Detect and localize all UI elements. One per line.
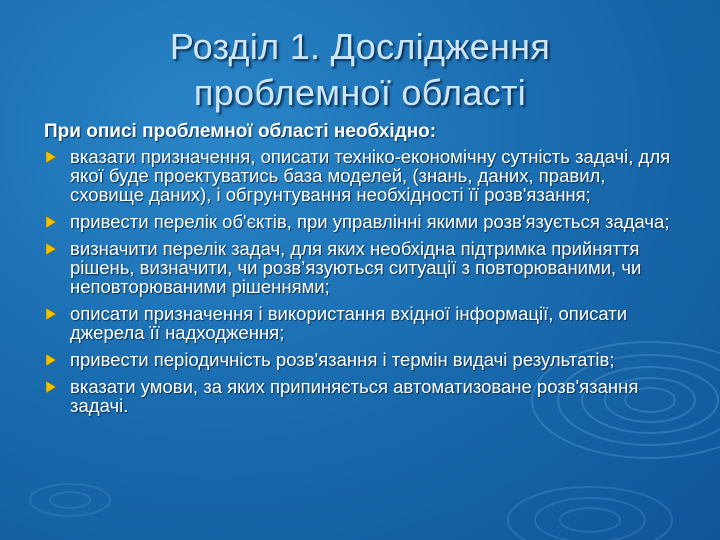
bullet-text: привести перелік об'єктів, при управлінні якими розв'язується задача; (70, 211, 670, 232)
title-line-2: проблемної області (193, 72, 527, 113)
slide-content (44, 121, 684, 423)
bullet-item (44, 239, 684, 296)
intro-text: При описі проблемної області необхідно: (44, 121, 437, 142)
bullet-list (44, 147, 684, 415)
bullet-item (44, 147, 684, 204)
arrow-triangle-icon (46, 354, 56, 366)
bullet-item (44, 350, 684, 369)
bullet-item (44, 212, 684, 231)
bullet-text: вказати умови, за яких припиняється автоматизоване розв'язання задачі. (70, 376, 639, 416)
bullet-text: вказати призначення, описати техніко-економічну сутність задачі, для якої буде проектуватись база моделей, (знань, даних, правил, сховище даних), і обгрунтування необхідності її розв'язання; (70, 146, 671, 205)
bullet-text: описати призначення і використання вхідної інформації, описати джерела її надходження; (70, 303, 628, 343)
slide-title (40, 24, 680, 116)
arrow-triangle-icon (46, 308, 56, 320)
bullet-item (44, 304, 684, 342)
bullet-item (44, 377, 684, 415)
title-line-1: Розділ 1. Дослідження (169, 26, 551, 67)
arrow-triangle-icon (46, 243, 56, 255)
arrow-triangle-icon (46, 216, 56, 228)
arrow-triangle-icon (46, 151, 56, 163)
arrow-triangle-icon (46, 381, 56, 393)
bullet-text: визначити перелік задач, для яких необхідна підтримка прийняття рішень, визначити, чи розв’язуються ситуації з повторюваними, чи неповторюваними рішеннями; (70, 238, 642, 297)
bullet-text: привести періодичність розв'язання і термін видачі результатів; (70, 349, 615, 370)
